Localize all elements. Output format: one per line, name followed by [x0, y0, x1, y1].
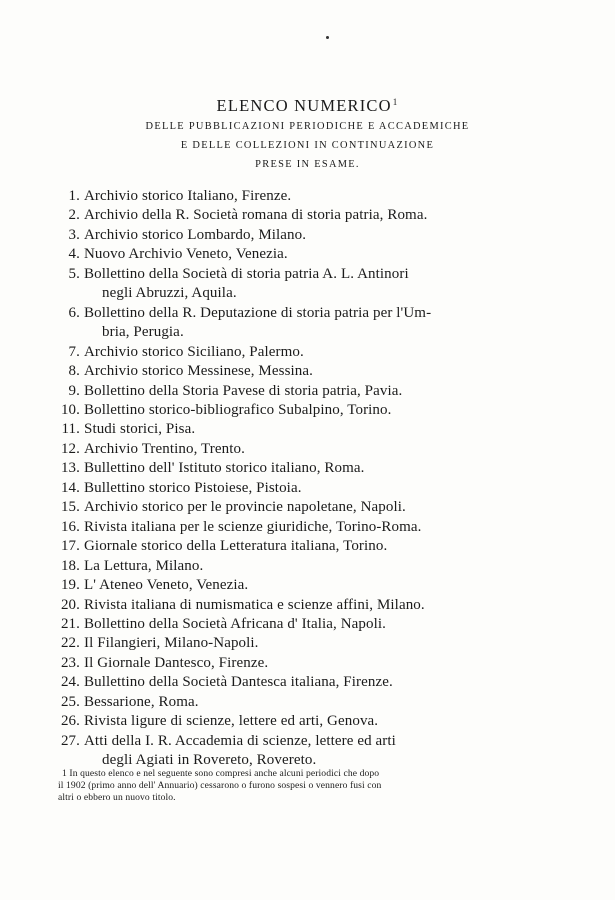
- entry-text: Archivio storico Messinese, Messina.: [84, 363, 313, 380]
- list-item: [47, 498, 567, 517]
- entry-number: 11.: [61, 421, 80, 438]
- entry-number: 27.: [60, 732, 80, 749]
- entry-number: 17.: [60, 538, 80, 555]
- footnote-line-3: altri o ebbero un nuovo titolo.: [58, 792, 176, 804]
- entry-number: 24.: [60, 674, 80, 691]
- entry-number: 19.: [60, 577, 80, 594]
- entry-text: Studi storici, Pisa.: [84, 421, 196, 438]
- entry-number: 9.: [68, 382, 80, 399]
- entry-number: 26.: [60, 713, 80, 730]
- list-item: [47, 673, 567, 692]
- entry-number: 1.: [68, 188, 80, 204]
- list-item: [47, 615, 567, 634]
- list-item: [47, 265, 567, 304]
- page-title: [0, 96, 615, 116]
- entry-text: Bollettino della Storia Pavese di storia patria, Pavia.: [84, 382, 403, 399]
- entry-text: Giornale storico della Letteratura italiana, Torino.: [84, 538, 388, 555]
- list-item: [47, 440, 567, 459]
- list-item: [47, 343, 567, 362]
- entry-continuation: negli Abruzzi, Aquila.: [102, 285, 237, 302]
- entry-text: Bullettino storico Pistoiese, Pistoia.: [84, 479, 302, 496]
- print-speck: [326, 36, 329, 39]
- list-item: [47, 654, 567, 673]
- entry-continuation: degli Agiati in Rovereto, Rovereto.: [102, 752, 317, 769]
- periodicals-list: [47, 187, 567, 771]
- entry-text: Il Filangieri, Milano-Napoli.: [84, 635, 259, 652]
- entry-text: La Lettura, Milano.: [84, 557, 204, 574]
- entry-text: Archivio Trentino, Trento.: [84, 440, 245, 457]
- list-item: [47, 226, 567, 245]
- entry-number: 10.: [60, 401, 80, 418]
- entry-text: Bollettino della Società di storia patria A. L. Antinori: [84, 265, 409, 282]
- list-item: [47, 245, 567, 264]
- list-item: [47, 479, 567, 498]
- entry-text: Archivio storico per le provincie napoletane, Napoli.: [84, 499, 406, 516]
- entry-number: 15.: [60, 499, 80, 516]
- entry-number: 12.: [60, 440, 80, 457]
- entry-text: Archivio storico Italiano, Firenze.: [84, 188, 292, 204]
- list-item: [47, 537, 567, 556]
- list-item: [47, 557, 567, 576]
- entry-text: Bessarione, Roma.: [84, 693, 199, 710]
- list-item: [47, 382, 567, 401]
- entry-number: 21.: [60, 615, 80, 632]
- entry-number: 22.: [60, 635, 80, 652]
- entry-number: 3.: [68, 226, 80, 243]
- footnote-line-2: il 1902 (primo anno dell' Annuario) cessarono o furono sospesi o vennero fusi con: [58, 780, 382, 792]
- entry-text: Atti della I. R. Accademia di scienze, lettere ed arti: [84, 732, 396, 749]
- entry-number: 25.: [60, 693, 80, 710]
- entry-number: 8.: [68, 363, 80, 380]
- entry-text: Il Giornale Dantesco, Firenze.: [84, 654, 269, 671]
- list-item: [47, 634, 567, 653]
- entry-text: Bollettino della R. Deputazione di storia patria per l'Um-: [84, 304, 432, 321]
- subtitle-line-3: PRESE IN ESAME.: [255, 159, 360, 170]
- list-item: [47, 576, 567, 595]
- entry-text: Archivio della R. Società romana di storia patria, Roma.: [84, 207, 428, 224]
- entry-text: Rivista ligure di scienze, lettere ed arti, Genova.: [84, 713, 379, 730]
- footnote: [58, 768, 536, 805]
- list-item: [47, 459, 567, 478]
- entry-text: Nuovo Archivio Veneto, Venezia.: [84, 246, 288, 263]
- entry-text: Rivista italiana per le scienze giuridiche, Torino-Roma.: [84, 518, 422, 535]
- list-item: [47, 401, 567, 420]
- entry-text: Bullettino della Società Dantesca italiana, Firenze.: [84, 674, 393, 691]
- entry-text: Bullettino dell' Istituto storico italiano, Roma.: [84, 460, 365, 477]
- list-item: [47, 693, 567, 712]
- entry-text: Bollettino storico-bibliografico Subalpino, Torino.: [84, 401, 392, 418]
- list-item: [47, 362, 567, 381]
- entry-continuation: bria, Perugia.: [102, 324, 184, 341]
- footnote-line-1: 1 In questo elenco e nel seguente sono compresi anche alcuni periodici che dopo: [62, 768, 380, 779]
- entry-text: Archivio storico Siciliano, Palermo.: [84, 343, 304, 360]
- list-item: [47, 712, 567, 731]
- subtitle-line-1: DELLE PUBBLICAZIONI PERIODICHE E ACCADEMICHE: [145, 121, 470, 132]
- list-item: [47, 518, 567, 537]
- entry-text: Archivio storico Lombardo, Milano.: [84, 226, 307, 243]
- entry-number: 4.: [68, 246, 80, 263]
- entry-text: L' Ateneo Veneto, Venezia.: [84, 577, 249, 594]
- list-item: [47, 732, 567, 771]
- entry-number: 13.: [60, 460, 80, 477]
- entry-text: Bollettino della Società Africana d' Italia, Napoli.: [84, 615, 386, 632]
- footnote-marker: 1: [392, 97, 399, 107]
- entry-number: 20.: [60, 596, 80, 613]
- entry-number: 18.: [60, 557, 80, 574]
- page-title-text: ELENCO NUMERICO: [216, 96, 392, 115]
- list-item: [47, 187, 567, 206]
- entry-number: 7.: [68, 343, 80, 360]
- list-item: [47, 206, 567, 225]
- list-item: [47, 596, 567, 615]
- entry-number: 2.: [68, 207, 80, 224]
- list-item: [47, 420, 567, 439]
- entry-number: 14.: [60, 479, 80, 496]
- entry-text: Rivista italiana di numismatica e scienze affini, Milano.: [84, 596, 425, 613]
- list-item: [47, 304, 567, 343]
- entry-number: 23.: [60, 654, 80, 671]
- entry-number: 6.: [68, 304, 80, 321]
- entry-number: 16.: [60, 518, 80, 535]
- subtitle-line-2: E DELLE COLLEZIONI IN CONTINUAZIONE: [180, 140, 435, 151]
- entry-number: 5.: [68, 265, 80, 282]
